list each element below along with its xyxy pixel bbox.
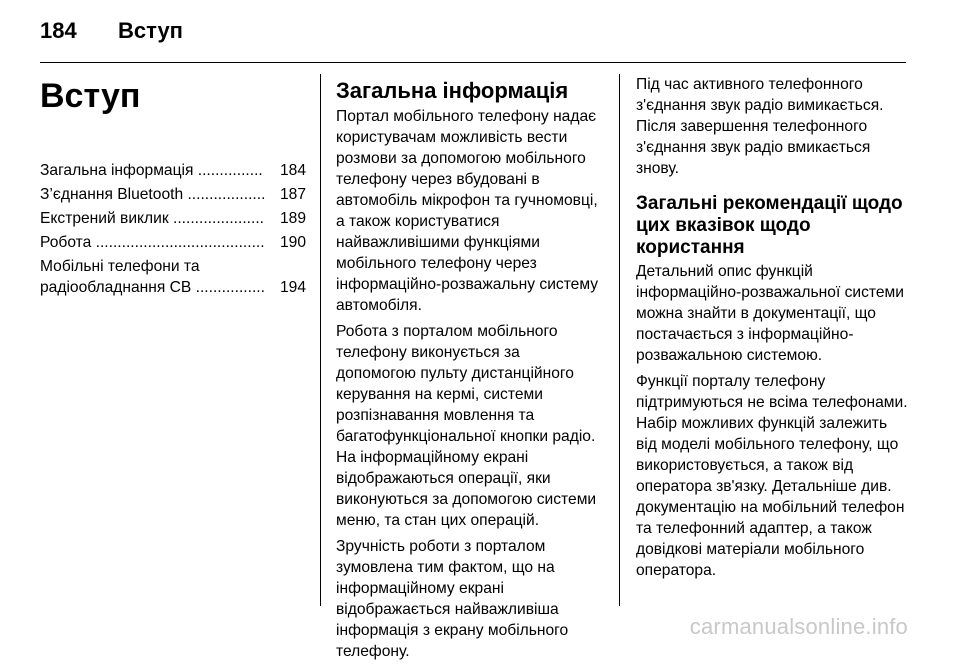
toc-entry[interactable] (40, 208, 306, 229)
toc-entry-page: 189 (279, 210, 306, 227)
chapter-title: Вступ (40, 77, 141, 115)
section-title-recommendations: Загальні рекомендації щодо цих вказівок щодо користання (636, 193, 903, 258)
toc-entry-text: З’єднання Bluetooth .................. (40, 186, 266, 203)
toc-entry-text: Загальна інформація ............... (40, 162, 263, 179)
paragraph: Функції порталу телефону підтримуються не всіма телефонами. Набір можливих функцій залежить від моделі мобільного телефону, що використовується, а також від оператора зв'язку. Детальніше див. документацію на мобільний телефон та телефонний адаптер, а також довідкові матеріали мобільного оператора. (636, 373, 908, 579)
column-separator-1 (320, 74, 321, 606)
toc-entry[interactable] (40, 232, 306, 253)
table-of-contents (40, 160, 306, 298)
column-2 (336, 74, 604, 667)
header-section-title: Вступ (118, 18, 183, 43)
paragraph: Зручність роботи з порталом зумовлена тим фактом, що на інформаційному екрані відображається найважливіша інформація з екрану мобільного телефону. (336, 538, 569, 660)
column-separator-2 (619, 74, 620, 606)
page-number: 184 (40, 18, 77, 43)
header-rule (40, 62, 906, 63)
toc-entry-text: Мобільні телефони та радіообладнання CB ................ (40, 258, 265, 296)
paragraph: Робота з порталом мобільного телефону виконується за допомогою пульту дистанційного керування на кермі, системи розпізнавання мовлення та багатофункціональної кнопки радіо. На інформаційному екрані відображаються операції, яки виконуються за допомогою системи меню, та стан цих операцій. (336, 323, 597, 529)
paragraph: Детальний опис функцій інформаційно-розважальної системи можна знайти в документації, що постачається з інформаційно-розважальною системою. (636, 263, 904, 364)
toc-entry-text: Робота ....................................... (40, 234, 265, 251)
toc-entry-page: 187 (279, 186, 306, 203)
toc-entry[interactable] (40, 160, 306, 181)
toc-entry[interactable] (40, 256, 306, 298)
section-title-general-info: Загальна інформація (336, 78, 569, 103)
paragraph: Під час активного телефонного з'єднання звук радіо вимикається. Після завершення телефонного з'єднання звук радіо вмикається знову. (636, 76, 884, 177)
watermark: carmanualsonline.info (689, 614, 908, 639)
column-3 (636, 74, 908, 586)
toc-entry-page: 190 (279, 234, 306, 251)
page-header (40, 18, 183, 44)
toc-entry-text: Екстрений виклик ..................... (40, 210, 264, 227)
paragraph: Портал мобільного телефону надає користувачам можливість вести розмови за допомогою мобільного телефону через вбудовані в автомобіль мікрофон та гучномовці, а також користуватися найважливішими функціями мобільного телефону через інформаційно-розважальну систему автомобіля. (336, 108, 599, 314)
toc-entry-page: 184 (279, 162, 306, 179)
column-1 (40, 74, 306, 301)
toc-entry[interactable] (40, 184, 306, 205)
toc-entry-page: 194 (279, 279, 306, 296)
